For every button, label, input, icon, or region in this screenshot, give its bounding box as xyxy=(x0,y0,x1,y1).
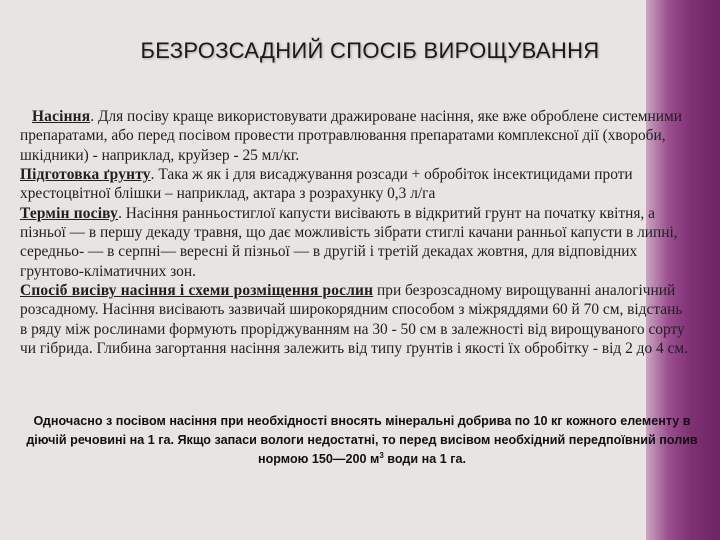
paragraph-soil-preparation xyxy=(20,165,688,204)
paragraph-sowing-method xyxy=(20,281,688,358)
term-soil-preparation: Підготовка ґрунту xyxy=(20,166,151,184)
paragraph-seeds-text: . Для посіву краще використовувати дражироване насіння, яке вже оброблене системними препаратами, або перед посівом провести протравлювання препаратами комплексної дії (хвороби, шкідники) - наприклад, круйзер - 25 мл/кг. xyxy=(20,108,682,164)
paragraph-soil-preparation-text: . Така ж як і для висаджування розсади + обробіток інсектицидами проти хрестоцвітної блішки – наприклад, актара з розрахунку 0,3 л/га xyxy=(20,166,633,203)
term-seeds: Насіння xyxy=(32,108,91,125)
paragraph-sowing-method-text: при безрозсадному вирощуванні аналогічний розсадному. Насіння висівають зазвичай широкорядним способом з міжряддями 60 й 70 см, відстань в ряду між рослинами формують проріджуванням на 30 - 50 см в залежності від вирощуваного сорту чи гібрида. Глибина загортання насіння залежить від типу ґрунтів і якості їх обробітку - від 2 до 4 см. xyxy=(20,282,688,358)
note-text: Одночасно з посівом насіння при необхідності вносять мінеральні добрива по 10 кг кожного елементу в діючій речовині на 1 га. Якщо запаси вологи недостатні, то перед висівом необхідний передпоївний полив нормою 150—200 м xyxy=(26,414,698,466)
paragraph-seeds xyxy=(20,107,688,165)
term-sowing-method: Спосіб висіву насіння і схеми розміщення рослин xyxy=(20,282,374,300)
note-text-end: води на 1 га. xyxy=(383,452,466,466)
paragraph-sowing-time-text: . Насіння ранньостиглої капусти висівають в відкритий грунт на початку квітня, а пізньої — в першу декаду травня, що дає можливість зібрати стиглі качани ранньої капусти в липні, середньо- — в серпні— вересні й пізньої — в другій і третій декадах жовтня, для відповідних грунтово-кліматичних зон. xyxy=(20,204,678,280)
body-text xyxy=(20,107,688,358)
note-superscript: 3 xyxy=(379,450,384,460)
slide-title: БЕЗРОЗСАДНИЙ СПОСІБ ВИРОЩУВАННЯ xyxy=(140,38,600,63)
fertilizer-note xyxy=(22,412,702,469)
term-sowing-time: Термін посіву xyxy=(20,204,119,222)
paragraph-sowing-time xyxy=(20,204,688,281)
